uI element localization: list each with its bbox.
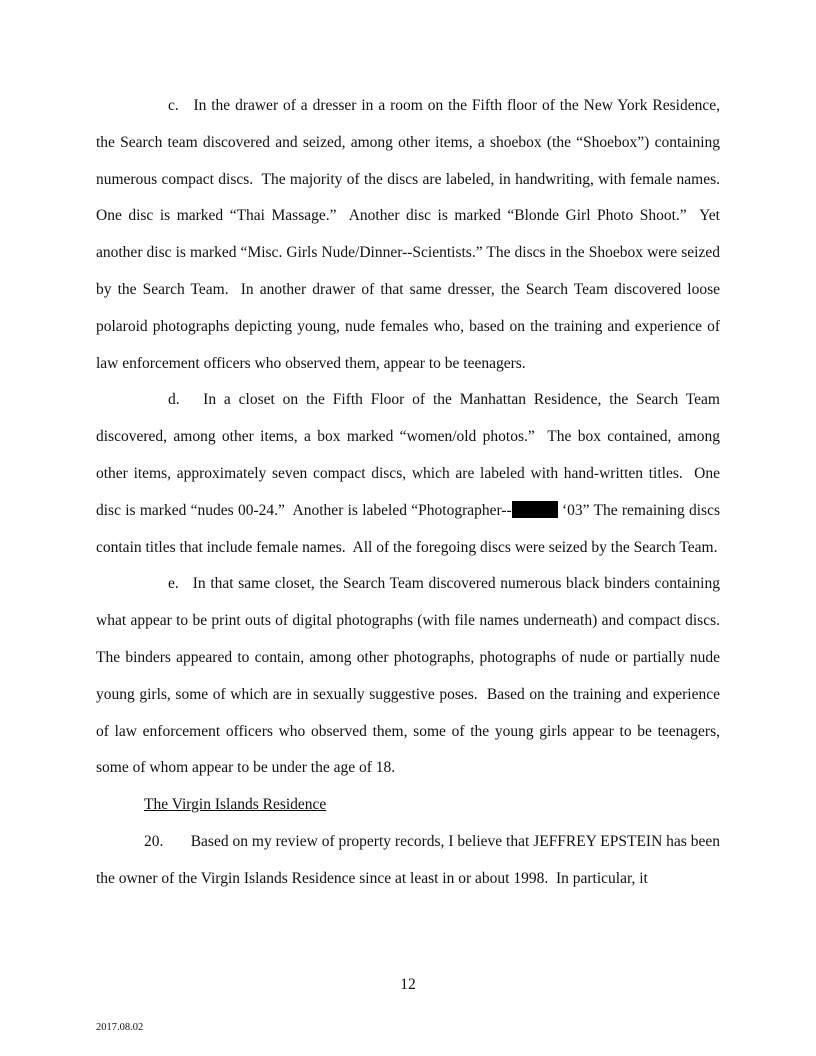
paragraph-20: 20. Based on my review of property records, I believe that JEFFREY EPSTEIN has been the owner of the Virgin Islands Residence since at least in or about 1998. In particular, it (96, 832, 720, 887)
document-date: 2017.08.02 (96, 1022, 144, 1033)
paragraph-e: e. In that same closet, the Search Team discovered numerous black binders containing what appear to be print outs of digital photographs (with file names underneath) and compact discs. The binders appeared to contain, among other photographs, photographs of nude or partially nude young girls, some of which are in sexually suggestive poses. Based on the training and experience of law enforcement officers who observed them, some of the young girls appear to be teenagers, some of whom appear to be under the age of 18. (96, 575, 720, 777)
paragraph-d (96, 382, 720, 566)
page-number: 12 (400, 976, 416, 993)
paragraph-c: c. In the drawer of a dresser in a room on the Fifth floor of the New York Residence, the Search team discovered and seized, among other items, a shoebox (the “Shoebox”) containing numerous compact discs. The majority of the discs are labeled, in handwriting, with female names. One disc is marked “Thai Massage.” Another disc is marked “Blonde Girl Photo Shoot.” Yet another disc is marked “Misc. Girls Nude/Dinner--Scientists.” The discs in the Shoebox were seized by the Search Team. In another drawer of that same dresser, the Search Team discovered loose polaroid photographs depicting young, nude females who, based on the training and experience of law enforcement officers who observed them, appear to be teenagers. (96, 97, 720, 372)
redaction-box (512, 501, 558, 518)
paragraph-d-text-after: ‘03” The remaining discs contain titles that include female names. All of the foregoing discs were seized by the Search Team. (96, 501, 721, 556)
document-body (96, 88, 720, 898)
section-heading: The Virgin Islands Residence (144, 796, 327, 814)
paragraph-d-text-before: d. In a closet on the Fifth Floor of the Manhattan Residence, the Search Team discovered, among other items, a box marked “women/old photos.” The box contained, among other items, approximately seven compact discs, which are labeled with hand-written titles. One disc is marked “nudes 00-24.” Another is labeled “Photographer-- (96, 391, 720, 519)
